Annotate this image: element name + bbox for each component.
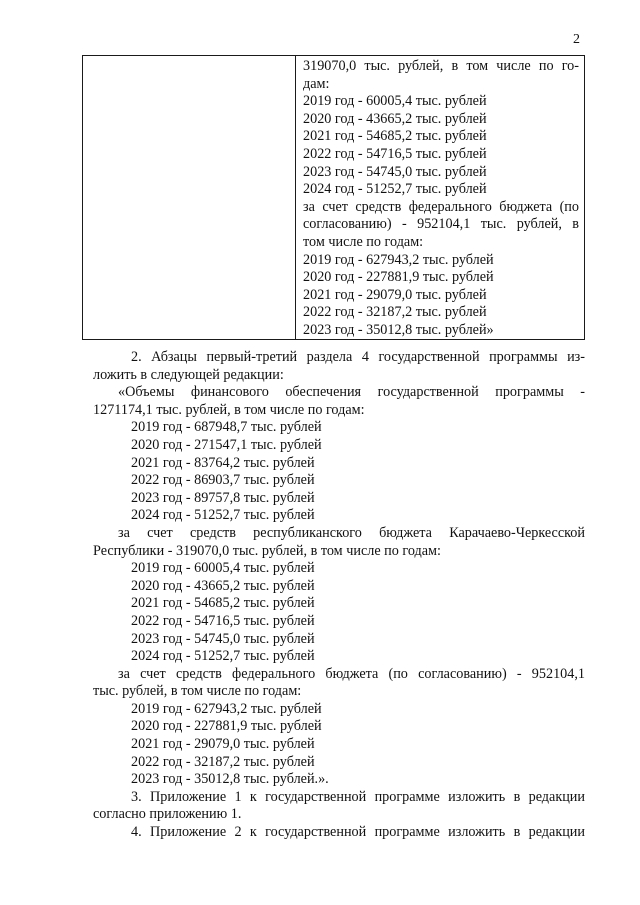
- document-body: [93, 349, 585, 842]
- body-text-line: 2. Абзацы первый-третий раздела 4 государственной программы из-: [131, 349, 585, 365]
- body-text-line: 2022 год - 54716,5 тыс. рублей: [131, 612, 315, 629]
- table-cell-line: 319070,0 тыс. рублей, в том числе по го-: [303, 58, 579, 74]
- body-text-line: тыс. рублей, в том числе по годам:: [93, 683, 302, 700]
- financing-table: [82, 55, 585, 340]
- body-text-line: за счет средств республиканского бюджета Карачаево-Черкесской: [118, 524, 585, 541]
- body-text-line: 2022 год - 86903,7 тыс. рублей: [131, 472, 315, 489]
- body-text-line: 2020 год - 227881,9 тыс. рублей: [131, 718, 322, 735]
- body-text-line: за счет средств федерального бюджета (по согласованию) - 952104,1: [118, 665, 585, 682]
- body-text-line: ложить в следующей редакции:: [93, 366, 284, 383]
- table-cell-line: за счет средств федерального бюджета (по: [303, 198, 579, 215]
- body-text-line: 2019 год - 60005,4 тыс. рублей: [131, 560, 315, 577]
- table-cell-line: 2020 год - 227881,9 тыс. рублей: [303, 269, 494, 286]
- body-text-line: Республики - 319070,0 тыс. рублей, в том числе по годам:: [93, 542, 441, 559]
- body-text-line: 2024 год - 51252,7 тыс. рублей: [131, 648, 315, 665]
- table-right-cell: [303, 58, 579, 340]
- table-cell-line: 2023 год - 54745,0 тыс. рублей: [303, 163, 487, 180]
- body-text-line: 2021 год - 54685,2 тыс. рублей: [131, 595, 315, 612]
- table-cell-line: 2021 год - 29079,0 тыс. рублей: [303, 286, 487, 303]
- table-cell-line: дам:: [303, 75, 330, 92]
- body-text-line: 2019 год - 687948,7 тыс. рублей: [131, 419, 322, 436]
- table-cell-line: согласованию) - 952104,1 тыс. рублей, в: [303, 216, 579, 233]
- body-text-line: согласно приложению 1.: [93, 806, 242, 823]
- body-text-line: 2021 год - 83764,2 тыс. рублей: [131, 454, 315, 471]
- body-text-line: 2023 год - 35012,8 тыс. рублей.».: [131, 771, 329, 788]
- body-text-line: 2021 год - 29079,0 тыс. рублей: [131, 736, 315, 753]
- table-column-divider: [295, 56, 296, 339]
- body-text-line: 4. Приложение 2 к государственной программе изложить в редакции: [131, 824, 585, 841]
- body-text-line: 2020 год - 43665,2 тыс. рублей: [131, 577, 315, 594]
- table-cell-line: 2024 год - 51252,7 тыс. рублей: [303, 181, 487, 198]
- table-cell-line: 2022 год - 54716,5 тыс. рублей: [303, 145, 487, 162]
- table-cell-line: 2019 год - 627943,2 тыс. рублей: [303, 251, 494, 268]
- body-text-line: 2020 год - 271547,1 тыс. рублей: [131, 436, 322, 453]
- body-text-line: 1271174,1 тыс. рублей, в том числе по годам:: [93, 401, 365, 418]
- body-text-line: 2019 год - 627943,2 тыс. рублей: [131, 700, 322, 717]
- body-text-line: 2023 год - 89757,8 тыс. рублей: [131, 489, 315, 506]
- table-cell-line: 2019 год - 60005,4 тыс. рублей: [303, 93, 487, 110]
- table-cell-line: 2023 год - 35012,8 тыс. рублей»: [303, 321, 494, 338]
- body-text-line: 2022 год - 32187,2 тыс. рублей: [131, 753, 315, 770]
- body-text-line: 3. Приложение 1 к государственной программе изложить в редакции: [131, 788, 585, 805]
- table-cell-line: 2021 год - 54685,2 тыс. рублей: [303, 128, 487, 145]
- page-number: 2: [573, 32, 580, 47]
- body-text-line: 2024 год - 51252,7 тыс. рублей: [131, 507, 315, 524]
- table-cell-line: 2022 год - 32187,2 тыс. рублей: [303, 304, 487, 321]
- body-text-line: «Объемы финансового обеспечения государственной программы -: [118, 384, 585, 401]
- table-cell-line: 2020 год - 43665,2 тыс. рублей: [303, 110, 487, 127]
- body-text-line: 2023 год - 54745,0 тыс. рублей: [131, 630, 315, 647]
- table-cell-line: том числе по годам:: [303, 233, 424, 250]
